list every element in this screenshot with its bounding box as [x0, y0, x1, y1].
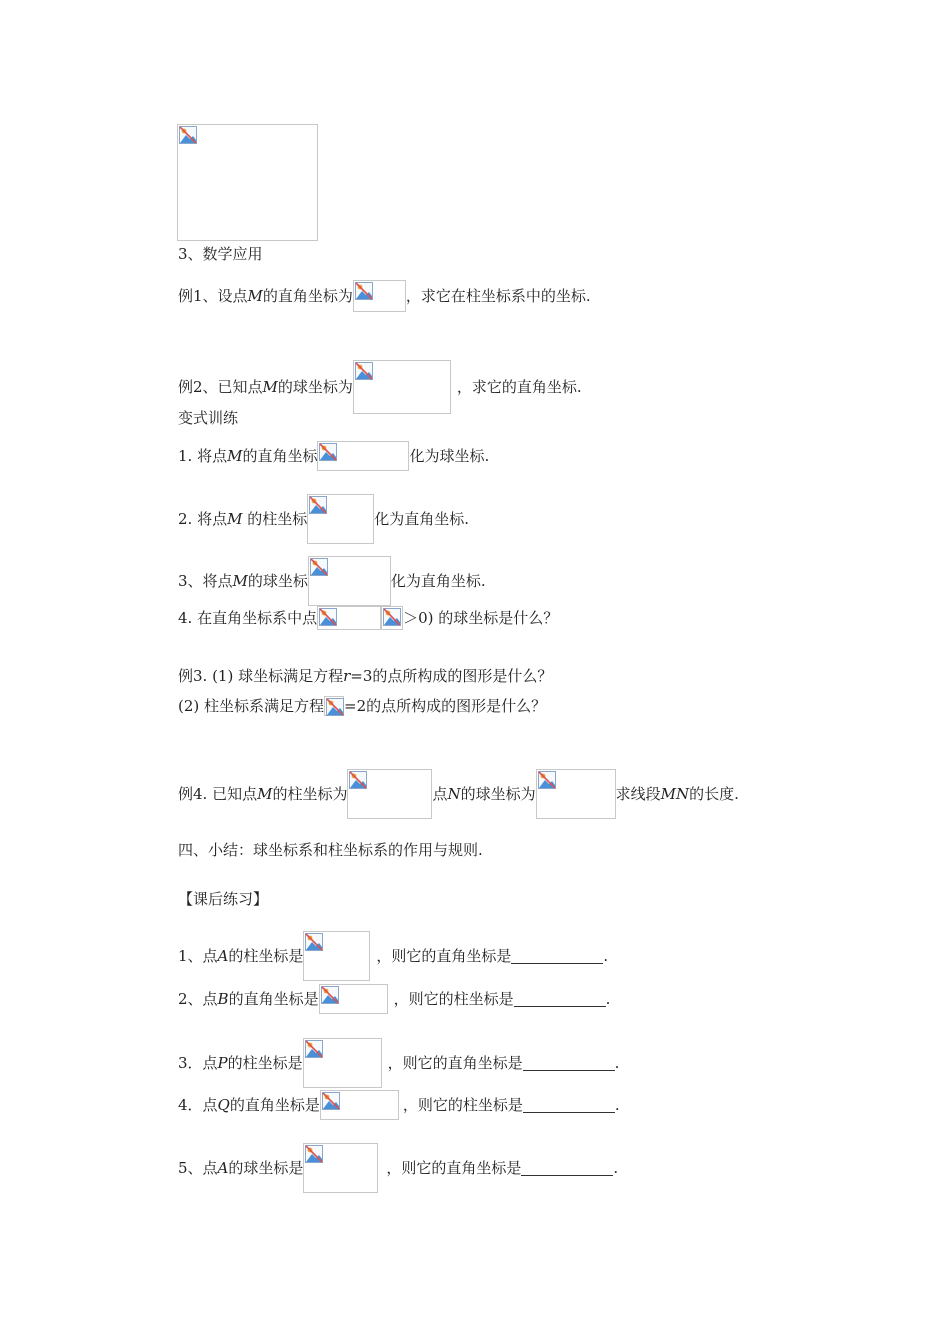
- variant-heading: 变式训练: [178, 409, 239, 427]
- broken-image-icon: [310, 558, 328, 576]
- example-4: 例4. 已知点M的柱坐标为 点N的球坐标为 求线段MN的长度.: [178, 769, 739, 789]
- figure-image: [177, 124, 318, 241]
- homework-item-3: 3．点P的柱坐标是 ，则它的直角坐标是 .: [178, 1038, 619, 1058]
- broken-image-icon: [319, 443, 337, 461]
- formula-image: [536, 769, 616, 819]
- formula-image: [303, 1038, 382, 1088]
- formula-image: [353, 360, 451, 414]
- answer-blank[interactable]: [511, 948, 603, 964]
- formula-image: [307, 494, 374, 544]
- variant-question-4: 4. 在直角坐标系中点 ＞0) 的球坐标是什么？: [178, 606, 558, 626]
- broken-image-icon: [179, 126, 197, 144]
- formula-image: [317, 441, 409, 471]
- broken-image-icon: [349, 771, 367, 789]
- broken-image-icon: [305, 1040, 323, 1058]
- broken-image-icon: [383, 608, 401, 626]
- formula-image: [308, 556, 391, 606]
- homework-item-4: 4．点Q的直角坐标是 ，则它的柱坐标是 .: [178, 1090, 620, 1110]
- variant-question-3: 3、将点M的球坐标 化为直角坐标.: [178, 556, 486, 576]
- formula-image: [324, 696, 344, 716]
- broken-image-icon: [319, 608, 337, 626]
- example-2: 例2、已知点M的球坐标为 ，求它的直角坐标.: [178, 360, 582, 380]
- broken-image-icon: [305, 933, 323, 951]
- variant-question-2: 2. 将点M 的柱坐标 化为直角坐标.: [178, 494, 469, 514]
- example-1: 例1、设点M的直角坐标为 ，求它在柱坐标系中的坐标.: [178, 280, 591, 300]
- section-heading-math-application: 3、数学应用: [178, 245, 263, 263]
- formula-image: [303, 931, 370, 981]
- example-3-part-2: (2) 柱坐标系满足方程 =2的点所构成的图形是什么？: [178, 697, 547, 715]
- variant-question-1: 1. 将点M的直角坐标 化为球坐标.: [178, 441, 489, 461]
- answer-blank[interactable]: [521, 1160, 613, 1176]
- broken-image-icon: [355, 362, 373, 380]
- broken-image-icon: [309, 496, 327, 514]
- broken-image-icon: [355, 282, 373, 300]
- homework-item-1: 1、点A的柱坐标是 ，则它的直角坐标是 .: [178, 931, 608, 951]
- answer-blank[interactable]: [523, 1097, 615, 1113]
- formula-image: [319, 984, 388, 1014]
- broken-image-icon: [305, 1145, 323, 1163]
- formula-image: [303, 1143, 378, 1193]
- homework-item-2: 2、点B的直角坐标是 ，则它的柱坐标是 .: [178, 984, 610, 1004]
- summary: 四、小结：球坐标系和柱坐标系的作用与规则.: [178, 841, 483, 859]
- formula-image: [320, 1090, 399, 1120]
- answer-blank[interactable]: [514, 991, 606, 1007]
- broken-image-icon: [322, 1092, 340, 1110]
- homework-heading: 【课后练习】: [178, 890, 269, 908]
- broken-image-icon: [326, 698, 344, 716]
- formula-image: [381, 606, 403, 630]
- homework-item-5: 5、点A的球坐标是 ，则它的直角坐标是 .: [178, 1143, 618, 1163]
- answer-blank[interactable]: [523, 1055, 615, 1071]
- example-3-part-1: 例3. (1) 球坐标满足方程r=3的点所构成的图形是什么？: [178, 667, 553, 685]
- broken-image-icon: [321, 986, 339, 1004]
- broken-image-icon: [538, 771, 556, 789]
- formula-image: [347, 769, 432, 819]
- formula-image: [317, 606, 381, 630]
- formula-image: [353, 280, 406, 312]
